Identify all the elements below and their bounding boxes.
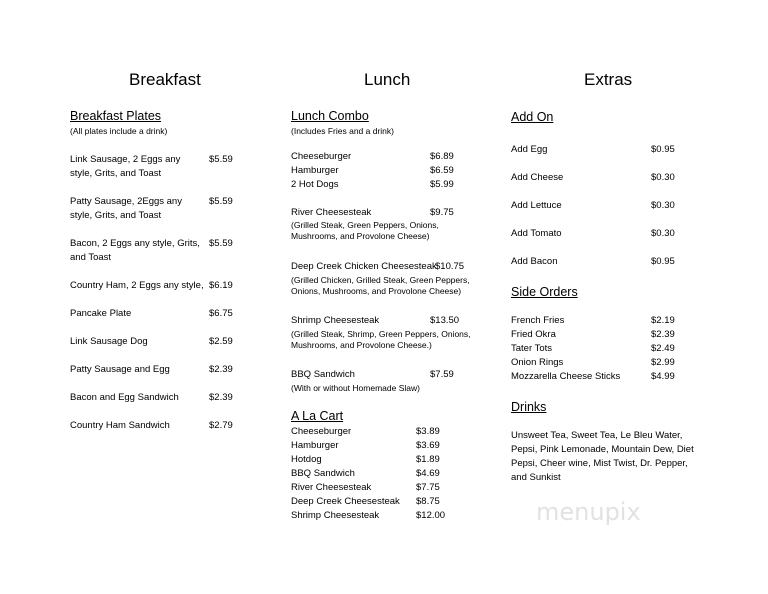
menupix-watermark: menupix (536, 498, 641, 526)
menu-item-price: $6.19 (209, 280, 233, 291)
menu-item-name: Add Lettuce (511, 200, 562, 211)
menu-item-name: Hotdog (291, 454, 322, 465)
menu-item-price: $5.59 (209, 196, 233, 207)
menu-item-name: Bacon and Egg Sandwich (70, 392, 179, 403)
menu-item-name: Cheeseburger (291, 151, 352, 162)
menu-item-name: Link Sausage, 2 Eggs any style, Grits, and Toast (70, 154, 181, 179)
menu-item-name: Add Cheese (511, 172, 564, 183)
menu-item-price: $0.30 (651, 172, 675, 183)
extras-title: Extras (584, 70, 633, 89)
menu-item-description: (Grilled Chicken, Grilled Steak, Green Peppers, Onions, Mushrooms, and Provolone Cheese) (291, 275, 470, 296)
menu-item-price: $5.59 (209, 238, 233, 249)
menu-item-name: 2 Hot Dogs (291, 179, 339, 190)
menu-item-price: $8.75 (416, 496, 440, 507)
menu-item-price: $6.89 (430, 151, 454, 162)
menu-item-description: (Grilled Steak, Green Peppers, Onions, Mushrooms, and Provolone Cheese) (291, 220, 439, 241)
menu-item-name: Country Ham, 2 Eggs any style, (70, 280, 204, 291)
menu-item-price: $0.30 (651, 200, 675, 211)
menu-item-name: Onion Rings (511, 357, 564, 368)
menu-item-price: $2.59 (209, 336, 233, 347)
menu-item-name: Cheeseburger (291, 426, 352, 437)
menu-item-description: (With or without Homemade Slaw) (291, 383, 420, 393)
menu-item-name: Add Bacon (511, 256, 558, 267)
menu-item-name: Country Ham Sandwich (70, 420, 170, 431)
menu-item-name: River Cheesesteak (291, 207, 372, 218)
a-la-cart-heading: A La Cart (291, 409, 344, 423)
menu-item-price: $4.99 (651, 371, 675, 382)
menu-item-description: (Grilled Steak, Shrimp, Green Peppers, Onions, Mushrooms, and Provolone Cheese.) (291, 329, 471, 350)
menu-item-price: $2.79 (209, 420, 233, 431)
menu-item-price: $2.39 (209, 392, 233, 403)
menu-item-name: BBQ Sandwich (291, 468, 355, 479)
menu-item-price: $2.49 (651, 343, 675, 354)
menu-item-name: Shrimp Cheesesteak (291, 510, 380, 521)
menu-item-name: Fried Okra (511, 329, 556, 340)
menu-item-name: Tater Tots (511, 343, 553, 354)
menu-item-name: Patty Sausage, 2Eggs any style, Grits, and Toast (70, 196, 182, 221)
menu-item-price: $3.89 (416, 426, 440, 437)
menu-item-price: $13.50 (430, 315, 460, 326)
menu-item-name: Deep Creek Chicken Cheesesteak (291, 261, 437, 272)
lunch-combo-heading: Lunch Combo (291, 109, 369, 123)
breakfast-plates-heading: Breakfast Plates (70, 109, 162, 123)
menu-item-price: $2.99 (651, 357, 675, 368)
menu-item-name: Bacon, 2 Eggs any style, Grits, and Toast (70, 238, 200, 263)
menu-item-price: $6.75 (209, 308, 233, 319)
drinks-heading: Drinks (511, 400, 547, 414)
menu-item-price: $10.75 (435, 261, 465, 272)
menu-item-name: Link Sausage Dog (70, 336, 148, 347)
menu-item-name: River Cheesesteak (291, 482, 372, 493)
menu-item-name: BBQ Sandwich (291, 369, 355, 380)
menu-item-name: Shrimp Cheesesteak (291, 315, 380, 326)
menu-item-name: Hamburger (291, 440, 339, 451)
menu-item-price: $0.95 (651, 144, 675, 155)
menu-item-price: $3.69 (416, 440, 440, 451)
menu-item-name: Pancake Plate (70, 308, 132, 319)
add-on-heading: Add On (511, 110, 554, 124)
drinks-list: Unsweet Tea, Sweet Tea, Le Bleu Water, Pepsi, Pink Lemonade, Mountain Dew, Diet Pepsi, Cheer wine, Mist Twist, Dr. Pepper, and Sunkist (511, 430, 694, 483)
menu-item-name: Add Egg (511, 144, 548, 155)
menu-item-name: Mozzarella Cheese Sticks (511, 371, 621, 382)
lunch-title: Lunch (364, 70, 411, 89)
menu-item-name: Add Tomato (511, 228, 562, 239)
menu-item-price: $4.69 (416, 468, 440, 479)
menu-item-price: $2.19 (651, 315, 675, 326)
menu-item-name: Patty Sausage and Egg (70, 364, 170, 375)
menu-item-price: $2.39 (651, 329, 675, 340)
breakfast-title: Breakfast (129, 70, 201, 89)
menu-item-name: French Fries (511, 315, 565, 326)
menu-item-price: $2.39 (209, 364, 233, 375)
lunch-combo-note: (Includes Fries and a drink) (291, 126, 394, 136)
menu-item-price: $1.89 (416, 454, 440, 465)
menu-item-price: $5.59 (209, 154, 233, 165)
breakfast-plates-note: (All plates include a drink) (70, 126, 168, 136)
menu-item-price: $5.99 (430, 179, 454, 190)
menu-item-price: $12.00 (416, 510, 446, 521)
side-orders-heading: Side Orders (511, 285, 578, 299)
menu-item-price: $7.75 (416, 482, 440, 493)
menu-item-name: Hamburger (291, 165, 339, 176)
menu-item-price: $9.75 (430, 207, 454, 218)
menu-item-price: $6.59 (430, 165, 454, 176)
menu-item-price: $7.59 (430, 369, 454, 380)
menu-item-name: Deep Creek Cheesesteak (291, 496, 400, 507)
menu-item-price: $0.95 (651, 256, 675, 267)
menu-item-price: $0.30 (651, 228, 675, 239)
